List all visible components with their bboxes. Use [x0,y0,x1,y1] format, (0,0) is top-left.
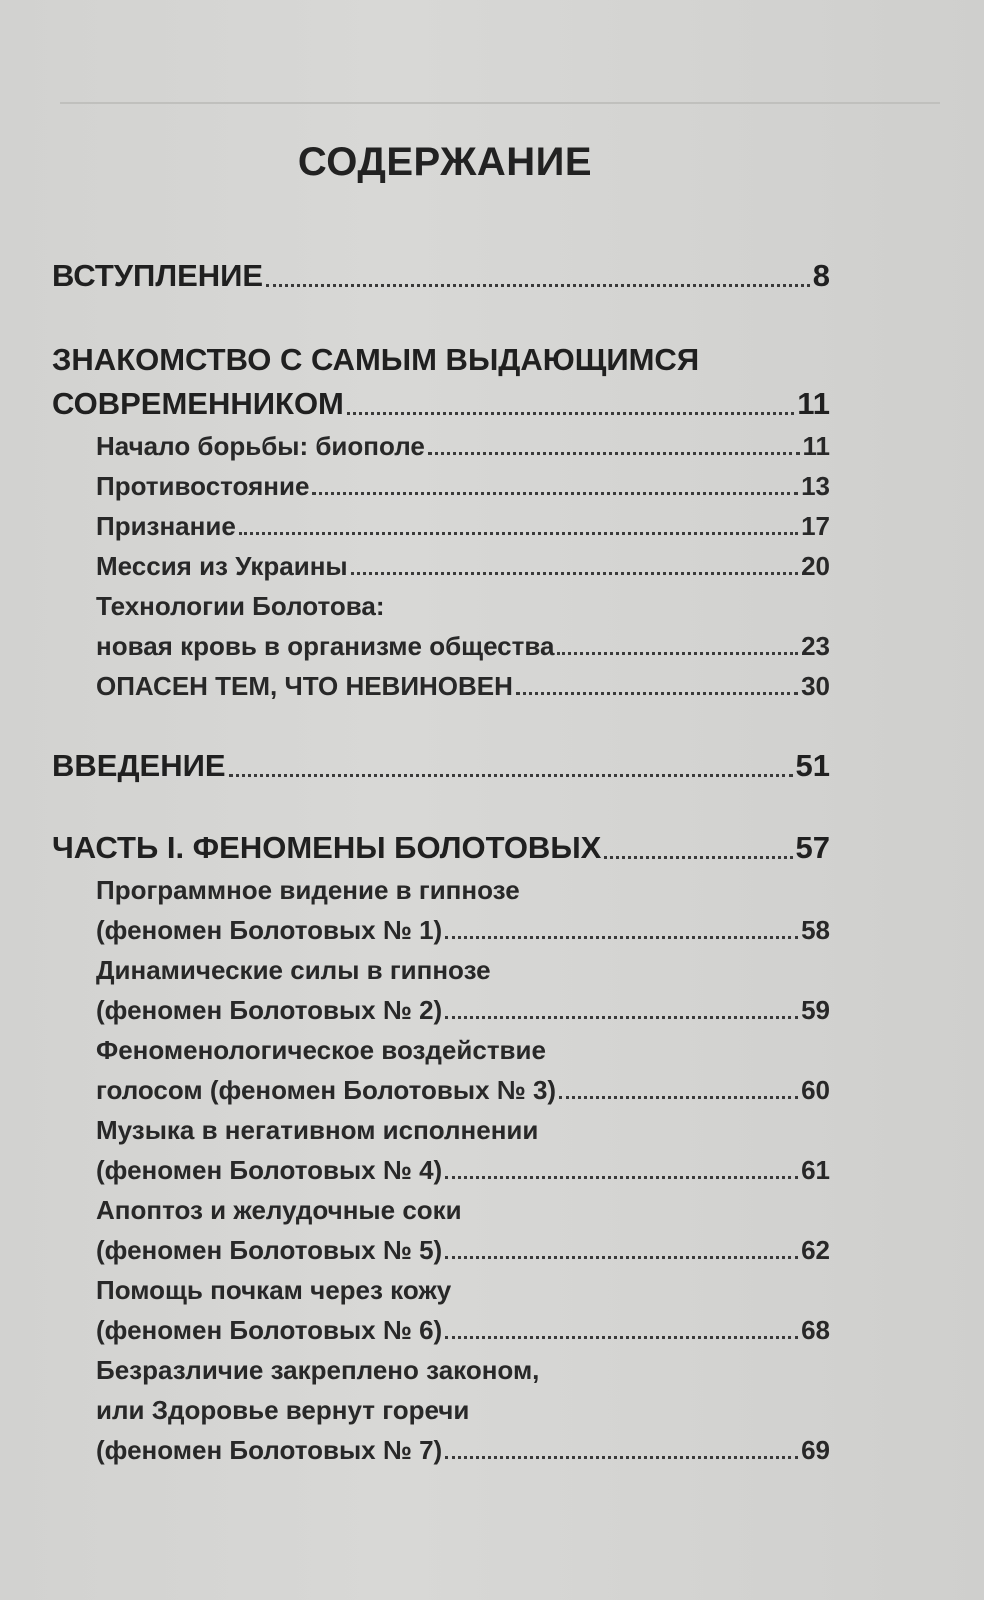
toc-subentry[interactable] [52,906,830,946]
toc-subentry[interactable] [52,462,830,502]
toc-subentry[interactable] [52,622,830,662]
toc-entry-label: Безразличие закреплено законом, [96,1355,540,1385]
dot-leader [445,1175,798,1179]
toc-page-number: 8 [812,258,830,293]
toc-entry-label: Мессия из Украины [96,551,348,581]
dot-leader [604,855,792,859]
toc-subentry-line2[interactable] [52,1386,830,1426]
toc-entry-label: ЗНАКОМСТВО С САМЫМ ВЫДАЮЩИМСЯ [52,342,700,377]
toc-entry-label: (феномен Болотовых № 1) [96,915,443,945]
dot-leader [239,531,798,535]
toc-page-number: 59 [801,995,830,1025]
toc-page-number: 51 [795,748,830,783]
toc-entry-label: (феномен Болотовых № 5) [96,1235,443,1265]
toc-entry-label: Технологии Болотова: [96,591,385,621]
dot-leader [428,451,800,455]
toc-entry-acquaintance-line1[interactable] [52,338,830,378]
toc-subentry-line1[interactable] [52,1106,830,1146]
toc-entry-label: Противостояние [96,471,310,501]
toc-entry-label: (феномен Болотовых № 7) [96,1435,443,1465]
dot-leader [266,283,810,287]
toc-page-number: 11 [797,386,830,421]
toc-entry-introduction[interactable] [52,740,830,784]
dot-leader [559,1095,798,1099]
toc-entry-label: Начало борьбы: биополе [96,431,425,461]
toc-page-number: 30 [801,671,830,701]
toc-page-number: 60 [801,1075,830,1105]
toc-subentry[interactable] [52,1146,830,1186]
toc-subentry[interactable] [52,1066,830,1106]
page-title: СОДЕРЖАНИЕ [297,140,593,184]
toc-subentry-line1[interactable] [52,866,830,906]
toc-subentry[interactable] [52,502,830,542]
dot-leader [347,411,794,415]
toc-page-number: 61 [801,1155,830,1185]
toc-entry-label: ВВЕДЕНИЕ [52,748,226,783]
bleed-through-header-rule [60,102,940,104]
dot-leader [445,1015,798,1019]
toc-page-number: 62 [801,1235,830,1265]
toc-entry-label: Помощь почкам через кожу [96,1275,452,1305]
toc-entry-label: новая кровь в организме общества [96,631,555,661]
toc-page-number: 13 [801,471,830,501]
toc-entry-label: ЧАСТЬ I. ФЕНОМЕНЫ БОЛОТОВЫХ [52,830,602,865]
toc-page-number: 68 [801,1315,830,1345]
toc-entry-label: ОПАСЕН ТЕМ, ЧТО НЕВИНОВЕН [96,671,513,701]
dot-leader [351,571,798,575]
toc-entry-label: Признание [96,511,236,541]
table-of-contents [52,250,830,1466]
toc-subentry[interactable] [52,1306,830,1346]
dot-leader [445,1335,798,1339]
toc-subentry[interactable] [52,662,830,702]
dot-leader [445,1455,798,1459]
toc-entry-label: (феномен Болотовых № 2) [96,995,443,1025]
toc-subentry-line1[interactable] [52,946,830,986]
toc-subentry-line1[interactable] [52,1346,830,1386]
toc-subentry[interactable] [52,1426,830,1466]
toc-entry-label: (феномен Болотовых № 6) [96,1315,443,1345]
toc-entry-label: голосом (феномен Болотовых № 3) [96,1075,557,1105]
toc-subentry-line1[interactable] [52,1186,830,1226]
toc-page-number: 58 [801,915,830,945]
toc-subentry-line1[interactable] [52,1026,830,1066]
toc-page-number: 57 [795,830,830,865]
toc-entry-label: Феноменологическое воздействие [96,1035,546,1065]
toc-entry-label: Апоптоз и желудочные соки [96,1195,462,1225]
toc-entry-label: (феномен Болотовых № 4) [96,1155,443,1185]
toc-page-number: 17 [801,511,830,541]
toc-entry-acquaintance[interactable] [52,378,830,422]
dot-leader [312,491,798,495]
toc-subentry[interactable] [52,986,830,1026]
toc-subentry-line1[interactable] [52,582,830,622]
toc-entry-intro[interactable] [52,250,830,294]
toc-subentry[interactable] [52,1226,830,1266]
toc-subentry-line1[interactable] [52,1266,830,1306]
dot-leader [516,691,798,695]
toc-entry-part1[interactable] [52,822,830,866]
toc-page-number: 11 [802,431,830,461]
toc-entry-label: СОВРЕМЕННИКОМ [52,386,344,421]
toc-entry-label: Музыка в негативном исполнении [96,1115,539,1145]
toc-entry-label: Программное видение в гипнозе [96,875,520,905]
toc-page-number: 20 [801,551,830,581]
toc-subentry[interactable] [52,422,830,462]
dot-leader [445,1255,798,1259]
dot-leader [557,651,798,655]
toc-entry-label: или Здоровье вернут горечи [96,1395,470,1425]
dot-leader [229,773,793,777]
toc-subentry[interactable] [52,542,830,582]
dot-leader [445,935,798,939]
toc-entry-label: Динамические силы в гипнозе [96,955,491,985]
toc-entry-label: ВСТУПЛЕНИЕ [52,258,264,293]
toc-page-number: 69 [801,1435,830,1465]
toc-page-number: 23 [801,631,830,661]
